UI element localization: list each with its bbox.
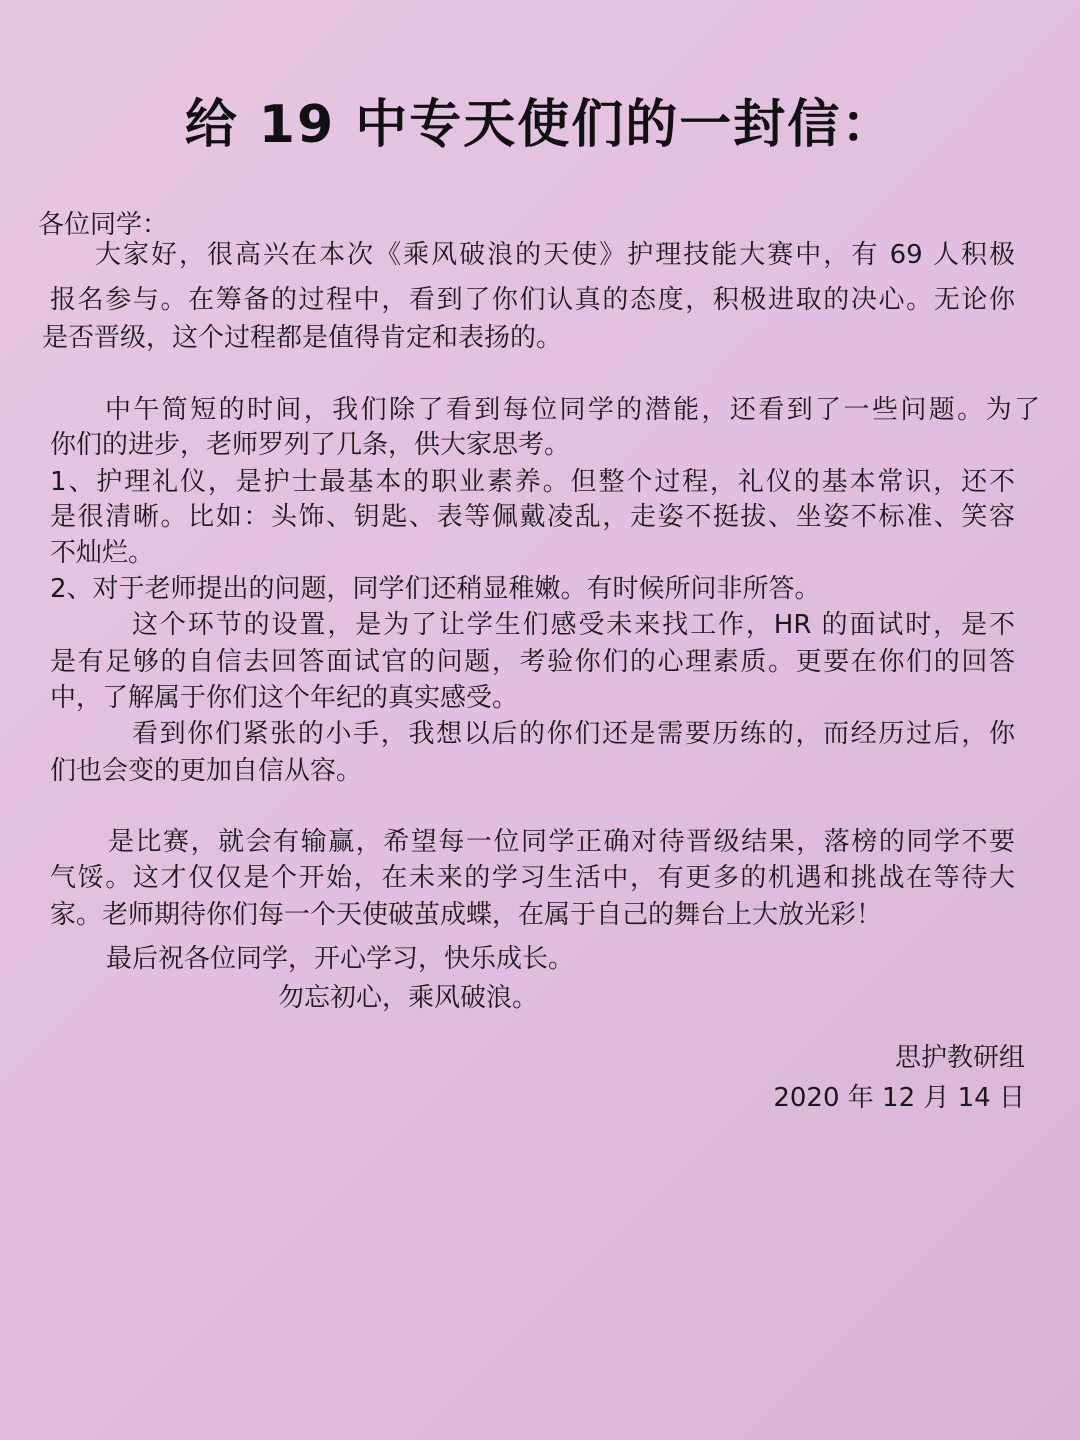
body-line: 1、护理礼仪，是护士最基本的职业素养。但整个过程，礼仪的基本常识，还不	[50, 467, 1015, 497]
body-line: 是有足够的自信去回答面试官的问题，考验你们的心理素质。更要在你们的回答	[50, 647, 1015, 677]
body-line: 最后祝各位同学，开心学习，快乐成长。	[106, 944, 575, 974]
greeting: 各位同学：	[38, 210, 169, 240]
body-line: 是否晋级，这个过程都是值得肯定和表扬的。	[42, 323, 563, 353]
body-line: 气馁。这才仅仅是个开始，在未来的学习生活中，有更多的机遇和挑战在等待大	[50, 863, 1015, 893]
body-line: 是比赛，就会有输赢，希望每一位同学正确对待晋级结果，落榜的同学不要	[108, 827, 1015, 857]
body-line: 2、对于老师提出的问题，同学们还稍显稚嫩。有时候所问非所答。	[50, 574, 821, 604]
body-line: 你们的进步，老师罗列了几条，供大家思考。	[50, 430, 571, 460]
body-line: 们也会变的更加自信从容。	[50, 756, 363, 786]
signature-date: 2020 年 12 月 14 日	[773, 1083, 1025, 1113]
letter-title: 给 19 中专天使们的一封信：	[184, 95, 896, 155]
body-line: 不灿烂。	[50, 538, 155, 568]
body-line: 报名参与。在筹备的过程中，看到了你们认真的态度，积极进取的决心。无论你	[50, 285, 1015, 315]
body-line: 中，了解属于你们这个年纪的真实感受。	[50, 683, 519, 713]
signature-org: 思护教研组	[894, 1043, 1025, 1073]
body-line: 看到你们紧张的小手，我想以后的你们还是需要历练的，而经历过后，你	[132, 719, 1015, 749]
body-line: 勿忘初心，乘风破浪。	[278, 983, 539, 1013]
body-line: 是很清晰。比如：头饰、钥匙、表等佩戴凌乱，走姿不挺拔、坐姿不标准、笑容	[50, 502, 1015, 532]
body-line: 家。老师期待你们每一个天使破茧成蝶，在属于自己的舞台上大放光彩！	[50, 900, 883, 930]
body-line: 中午简短的时间，我们除了看到每位同学的潜能，还看到了一些问题。为了	[105, 395, 1040, 425]
body-line: 这个环节的设置，是为了让学生们感受未来找工作，HR 的面试时，是不	[132, 610, 1015, 640]
body-line: 大家好，很高兴在本次《乘风破浪的天使》护理技能大赛中，有 69 人积极	[95, 240, 1015, 270]
